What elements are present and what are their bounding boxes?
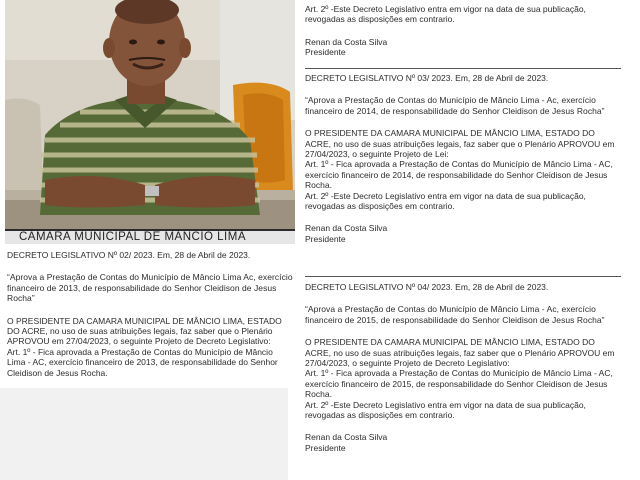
decree-02-role: Presidente: [305, 47, 346, 58]
decree-04-signer: Renan da Costa Silva: [305, 432, 388, 443]
decree-02: [7, 250, 293, 378]
footer-background: [0, 388, 288, 480]
decree-04-summary: “Aprova a Prestação de Contas do Município de Mâncio Lima - Ac, exercício financeiro de 2015, de responsabilidade do Senhor Cleidison de Jesus Rocha”: [305, 304, 605, 325]
decree-02-intro: O PRESIDENTE DA CAMARA MUNICIPAL DE MÂNCIO LIMA, ESTADO DO ACRE, no uso de suas atribuições legais, faz saber que o Plenário APROVOU em 27/04/2023, o seguinte Projeto de Decreto Legislativo:: [7, 315, 282, 347]
divider-rule: [305, 276, 621, 277]
divider-rule: [305, 68, 621, 69]
left-column: [0, 0, 300, 480]
decree-04-art2: Art. 2º -Este Decreto Legislativo entra em vigor na data de sua publicação, revogadas as disposições em contrario.: [305, 399, 586, 421]
decree-02-continuation: [305, 4, 621, 58]
decree-03-role: Presidente: [305, 233, 346, 244]
decree-03-art1: Art. 1º - Fica aprovada a Prestação de Contas do Município de Mâncio Lima - AC, exercício financeiro de 2014, de responsabilidade do Senhor Cleidison de Jesus Rocha.: [305, 159, 613, 191]
decree-03-summary: “Aprova a Prestação de Contas do Município de Mâncio Lima - Ac, exercício financeiro de 2014, de responsabilidade do Senhor Cleidison de Jesus Rocha”: [305, 95, 605, 116]
decree-04: [305, 282, 621, 453]
decree-02-art2: Art. 2º -Este Decreto Legislativo entra em vigor na data de sua publicação, revogadas as disposições em contrario.: [305, 4, 586, 25]
decree-04-role: Presidente: [305, 442, 346, 453]
decree-03-intro: O PRESIDENTE DA CAMARA MUNICIPAL DE MÂNCIO LIMA, ESTADO DO ACRE, no uso de suas atribuições legais, faz saber que o Plenário APROVOU em 27/04/2023, o seguinte Projeto de Lei:: [305, 128, 615, 160]
decree-04-art1: Art. 1º - Fica aprovada a Prestação de Contas do Município de Mâncio Lima - AC, exercício financeiro de 2015, de responsabilidade do Senhor Cleidison de Jesus Rocha.: [305, 368, 613, 400]
decree-04-intro: O PRESIDENTE DA CAMARA MUNICIPAL DE MÂNCIO LIMA, ESTADO DO ACRE, no uso de suas atribuições legais, faz saber que o Plenário APROVOU em 27/04/2023, o seguinte Projeto de Decreto Legislativo:: [305, 337, 615, 369]
chamber-header-title: CÂMARA MUNICIPAL DE MÂNCIO LIMA: [19, 231, 247, 243]
decree-02-signer: Renan da Costa Silva: [305, 36, 388, 47]
decree-03: [305, 73, 621, 244]
decree-04-title: DECRETO LEGISLATIVO Nº 04/ 2023. Em, 28 de Abril de 2023.: [305, 282, 549, 292]
portrait-photo: [5, 0, 295, 230]
decree-03-title: DECRETO LEGISLATIVO Nº 03/ 2023. Em, 28 de Abril de 2023.: [305, 73, 549, 83]
decree-03-art2: Art. 2º -Este Decreto Legislativo entra em vigor na data de sua publicação, revogadas as disposições em contrario.: [305, 190, 586, 212]
chamber-header: [5, 229, 295, 244]
decree-02-art1: Art. 1º - Fica aprovada a Prestação de Contas do Município de Mâncio Lima - AC, exercício financeiro de 2013, de responsabilidade do Senhor Cleidison de Jesus Rocha.: [7, 346, 278, 378]
decree-02-summary: “Aprova a Prestação de Contas do Município de Mâncio Lima Ac, exercício financeiro de 2013, de responsabilidade do Senhor Cleidison de Jesus Rocha”: [7, 272, 293, 304]
decree-02-title: DECRETO LEGISLATIVO Nº 02/ 2023. Em, 28 de Abril de 2023.: [7, 250, 251, 260]
decree-03-signer: Renan da Costa Silva: [305, 223, 388, 234]
